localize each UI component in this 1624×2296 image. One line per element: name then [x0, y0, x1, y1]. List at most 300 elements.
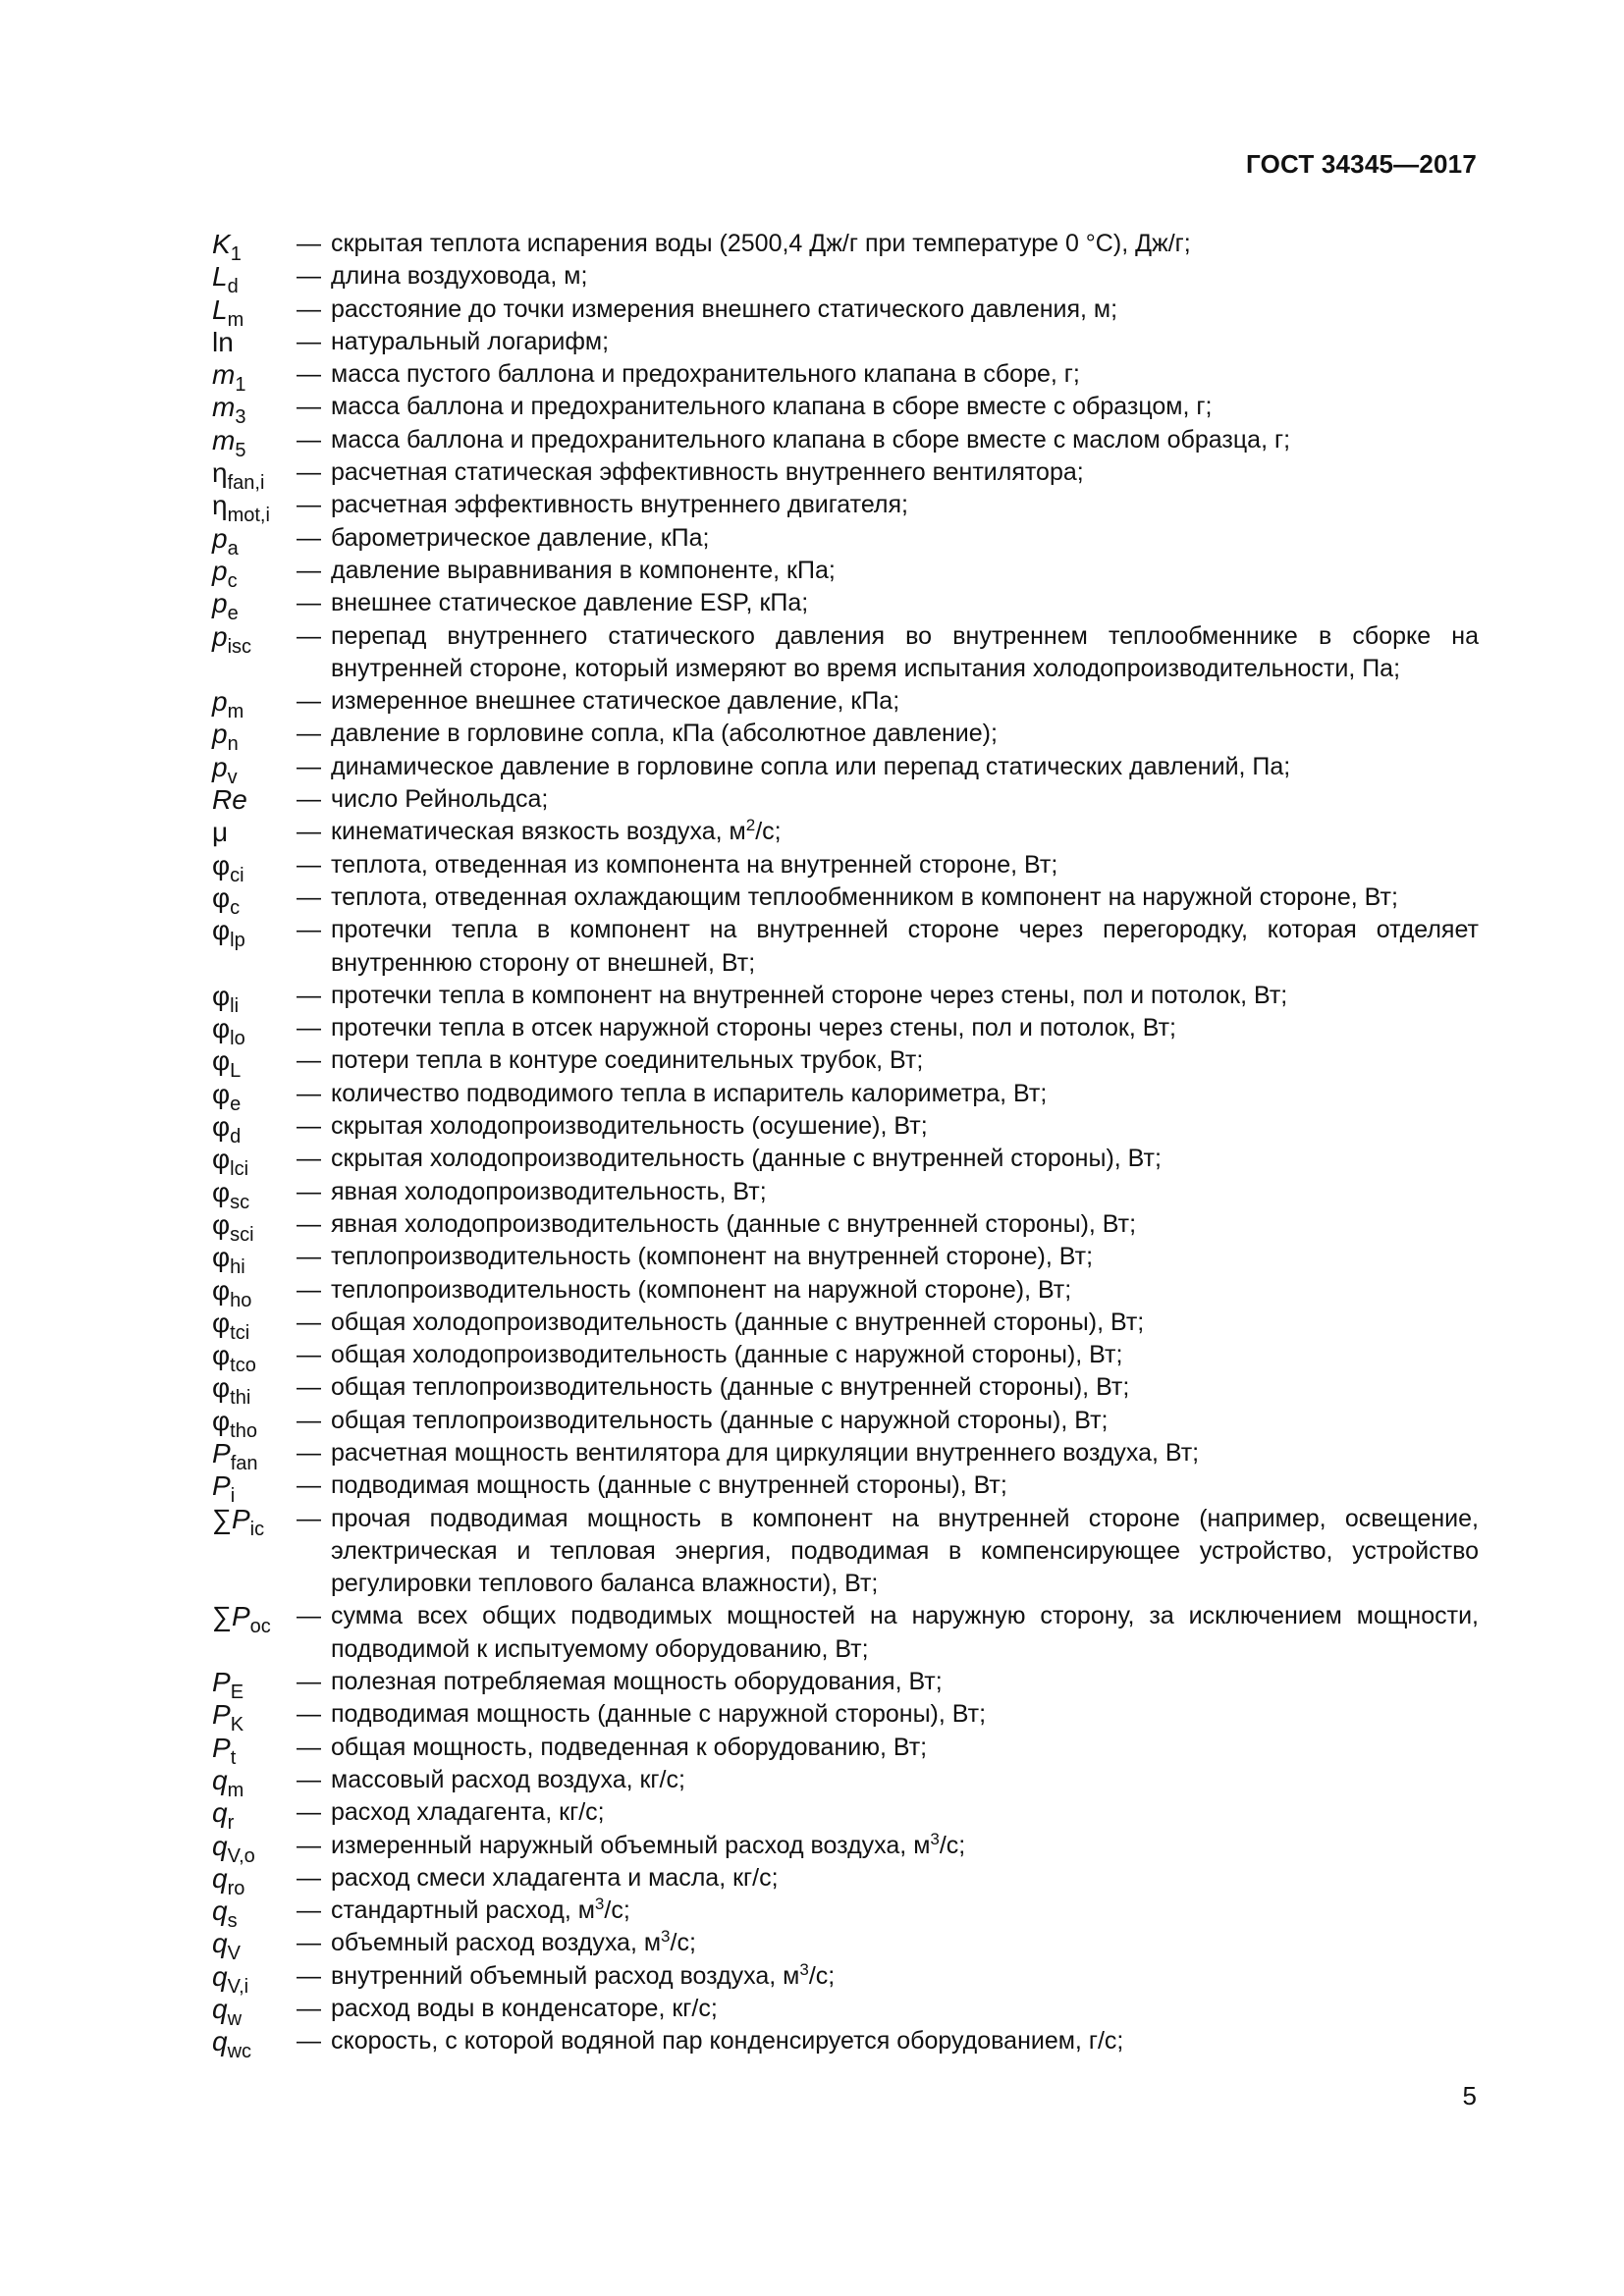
- definition-row: [212, 424, 1479, 461]
- definition-row: [212, 849, 1479, 886]
- definition-dash: —: [297, 589, 321, 617]
- definition-text-main: динамическое давление в горловине сопла или перепад статических давлений, Па;: [331, 752, 1291, 780]
- symbol: [212, 489, 297, 527]
- symbol-subscript: 3: [235, 406, 246, 429]
- definition-text: [331, 1600, 1479, 1666]
- definition-row: [212, 555, 1479, 592]
- symbol: [212, 326, 297, 358]
- definition-dash: —: [297, 425, 321, 454]
- symbol-subscript: m: [227, 1779, 244, 1801]
- definition-text-main: измеренный наружный объемный расход воздуха, м: [331, 1831, 931, 1859]
- symbol: [212, 783, 297, 816]
- definition-row: [212, 1503, 1479, 1601]
- definition-row: [212, 1600, 1479, 1666]
- symbol: [212, 718, 297, 756]
- definition-row: [212, 522, 1479, 560]
- symbol: [212, 1437, 297, 1474]
- definition-text-main: расход воды в конденсаторе, кг/с;: [331, 1995, 718, 2023]
- symbol-subscript: d: [230, 1126, 242, 1148]
- symbol-subscript: e: [230, 1093, 242, 1115]
- definition-superscript: 3: [661, 1927, 671, 1947]
- definition-text-main: расход хладагента, кг/с;: [331, 1798, 605, 1827]
- definition-text: [331, 620, 1479, 686]
- definition-row: [212, 1666, 1479, 1704]
- definition-dash: —: [297, 785, 321, 814]
- definition-superscript: 3: [594, 1895, 605, 1914]
- definition-row: [212, 391, 1479, 429]
- symbol-base: q: [212, 1797, 228, 1829]
- definition-row: [212, 1829, 1479, 1867]
- symbol: [212, 881, 297, 919]
- definition-row: [212, 1371, 1479, 1410]
- symbol: [212, 1503, 297, 1540]
- symbol: [212, 1960, 297, 1998]
- definition-row: [212, 1274, 1479, 1311]
- symbol-subscript: m: [227, 701, 244, 723]
- definition-row: [212, 1143, 1479, 1181]
- definition-row: [212, 1959, 1479, 1998]
- definition-text: [331, 1339, 1479, 1371]
- definition-dash: —: [297, 1046, 321, 1075]
- symbol-subscript: 1: [235, 374, 246, 397]
- symbol-base: P: [212, 1667, 231, 1698]
- symbol-subscript: tci: [230, 1321, 250, 1344]
- definition-dash: —: [297, 621, 321, 650]
- definition-dash: —: [297, 1145, 321, 1173]
- definition-text: [331, 881, 1479, 914]
- symbol-subscript: ic: [249, 1518, 265, 1540]
- symbol: [212, 1405, 297, 1442]
- definition-dash: —: [297, 850, 321, 879]
- symbol-base: ln: [212, 326, 234, 357]
- symbol-base: φ: [212, 1405, 231, 1436]
- definition-text-main: натуральный логарифм;: [331, 327, 610, 355]
- definition-text-main: сумма всех общих подводимых мощностей на наружную сторону, за исключением мощности, подводимой к испытуемому оборудованию, Вт;: [331, 1602, 1479, 1663]
- definition-text: [331, 849, 1479, 881]
- definition-text-main: общая теплопроизводительность (данные с внутренней стороны), Вт;: [331, 1373, 1130, 1402]
- definition-text: [331, 1371, 1479, 1404]
- definition-row: [212, 914, 1479, 980]
- definition-text-main: кинематическая вязкость воздуха, м: [331, 818, 746, 846]
- symbol: [212, 228, 297, 265]
- symbol: [212, 1371, 297, 1410]
- symbol-prefix: ∑: [212, 1503, 232, 1534]
- definition-dash: —: [297, 1275, 321, 1304]
- definition-dash: —: [297, 916, 321, 944]
- definition-text-main: стандартный расход, м: [331, 1896, 595, 1925]
- definition-text-main: явная холодопроизводительность, Вт;: [331, 1177, 767, 1205]
- definition-dash: —: [297, 1700, 321, 1729]
- definition-text-main: общая теплопроизводительность (данные с наружной стороны), Вт;: [331, 1406, 1109, 1434]
- symbol-base: η: [212, 457, 228, 489]
- symbol: [212, 391, 297, 429]
- definition-row: [212, 489, 1479, 527]
- symbol: [212, 1469, 297, 1508]
- definition-dash: —: [297, 687, 321, 716]
- symbol-base: φ: [212, 1372, 231, 1404]
- symbol: [212, 685, 297, 723]
- definition-text-main: масса баллона и предохранительного клапана в сборе вместе с образцом, г;: [331, 393, 1213, 421]
- definition-row: [212, 1307, 1479, 1344]
- symbol: [212, 1176, 297, 1213]
- symbol-subscript: c: [230, 896, 241, 919]
- definition-text-main: расчетная эффективность внутреннего двигателя;: [331, 491, 908, 519]
- definition-text: [331, 555, 1479, 587]
- symbol-base: p: [212, 588, 228, 619]
- definition-dash: —: [297, 1112, 321, 1141]
- definition-text: [331, 1044, 1479, 1077]
- symbol: [212, 1993, 297, 2031]
- symbol-base: q: [212, 1928, 228, 1959]
- symbol-base: p: [212, 719, 228, 750]
- definition-row: [212, 260, 1479, 298]
- definition-text: [331, 1437, 1479, 1469]
- symbol-subscript: lo: [230, 1028, 245, 1050]
- definition-text: [331, 1143, 1479, 1175]
- symbol-base: φ: [212, 1144, 231, 1175]
- definition-row: [212, 2025, 1479, 2063]
- symbol-subscript: a: [227, 537, 239, 560]
- symbol-subscript: d: [227, 276, 239, 298]
- symbol-base: P: [212, 1470, 231, 1502]
- definition-row: [212, 294, 1479, 331]
- symbol-base: Re: [212, 784, 247, 816]
- definition-text: [331, 1503, 1479, 1601]
- symbol: [212, 260, 297, 298]
- symbol: [212, 1044, 297, 1083]
- symbol-base: m: [212, 392, 236, 423]
- definition-text: [331, 1176, 1479, 1208]
- definition-text-main: теплота, отведенная из компонента на внутренней стороне, Вт;: [331, 850, 1058, 879]
- definition-dash: —: [297, 1733, 321, 1761]
- definition-text: [331, 1469, 1479, 1502]
- definition-dash: —: [297, 1177, 321, 1205]
- definition-text: [331, 522, 1479, 555]
- definition-dash: —: [297, 2027, 321, 2056]
- symbol-subscript: s: [227, 1910, 238, 1933]
- definition-text: [331, 751, 1479, 783]
- definition-text-main: общая мощность, подведенная к оборудованию, Вт;: [331, 1733, 928, 1761]
- definition-text-main: протечки тепла в компонент на внутренней стороне через перегородку, которая отделяет внутреннюю сторону от внешней, Вт;: [331, 916, 1479, 977]
- symbol-subscript: sc: [230, 1191, 250, 1213]
- definition-dash: —: [297, 1438, 321, 1467]
- symbol-subscript: mot,i: [227, 505, 270, 527]
- symbol-base: η: [212, 490, 228, 521]
- symbol: [212, 1764, 297, 1801]
- symbol: [212, 751, 297, 788]
- definition-text: [331, 326, 1479, 358]
- symbol-base: φ: [212, 915, 231, 946]
- definition-row: [212, 1110, 1479, 1148]
- definition-dash: —: [297, 1373, 321, 1402]
- definition-text-main: протечки тепла в отсек наружной стороны через стены, пол и потолок, Вт;: [331, 1014, 1176, 1042]
- symbol: [212, 849, 297, 886]
- definition-text-main: потери тепла в контуре соединительных трубок, Вт;: [331, 1046, 924, 1075]
- definition-text-main: длина воздуховода, м;: [331, 262, 588, 291]
- definition-row: [212, 1339, 1479, 1377]
- symbol-subscript: L: [230, 1060, 242, 1083]
- symbol-base: q: [212, 1830, 228, 1861]
- definition-dash: —: [297, 523, 321, 552]
- symbol-base: P: [212, 1699, 231, 1731]
- symbol-subscript: w: [227, 2008, 243, 2031]
- symbol: [212, 1208, 297, 1246]
- definition-text: [331, 228, 1479, 260]
- definition-row: [212, 1732, 1479, 1769]
- definition-text: [331, 1993, 1479, 2025]
- definition-text: [331, 424, 1479, 456]
- definition-text-main: теплопроизводительность (компонент на наружной стороне), Вт;: [331, 1275, 1072, 1304]
- symbol-subscript: ci: [230, 864, 244, 886]
- definition-text: [331, 1796, 1479, 1829]
- definition-row: [212, 881, 1479, 919]
- symbol-base: P: [212, 1437, 231, 1468]
- definition-text: [331, 456, 1479, 489]
- symbol: [212, 620, 297, 658]
- symbol-subscript: V,o: [227, 1844, 255, 1867]
- symbol-subscript: hi: [230, 1256, 245, 1279]
- definition-text: [331, 1012, 1479, 1044]
- definition-row: [212, 358, 1479, 397]
- definition-text-main: подводимая мощность (данные с внутренней стороны), Вт;: [331, 1471, 1007, 1500]
- symbol: [212, 1339, 297, 1377]
- definition-dash: —: [297, 1831, 321, 1859]
- symbol: [212, 816, 297, 848]
- symbol-subscript: lci: [230, 1158, 249, 1181]
- definition-superscript: 3: [799, 1959, 809, 1979]
- definition-text-tail: /с;: [939, 1831, 966, 1859]
- definition-text-main: перепад внутреннего статического давления во внутреннем теплообменнике в сборке на внутренней стороне, который измеряют во время испытания холодопроизводительности, Па;: [331, 621, 1479, 682]
- symbol-subscript: v: [227, 766, 238, 788]
- symbol-subscript: V,i: [227, 1975, 249, 1998]
- definition-dash: —: [297, 230, 321, 257]
- definition-dash: —: [297, 1209, 321, 1238]
- definition-superscript: 2: [745, 816, 756, 835]
- definition-text-main: скрытая холодопроизводительность (осушение), Вт;: [331, 1112, 928, 1141]
- symbol: [212, 1241, 297, 1279]
- definition-text-main: прочая подводимая мощность в компонент на внутренней стороне (например, освещение, электрическая и тепловая энергия, подводимая в компенсирующее устройство, устройство регулировки теплового баланса влажности), Вт;: [331, 1504, 1479, 1598]
- symbol: [212, 1666, 297, 1704]
- symbol-subscript: fan: [230, 1452, 258, 1474]
- symbol-base: φ: [212, 1340, 231, 1371]
- definition-row: [212, 1796, 1479, 1835]
- definition-row: [212, 685, 1479, 723]
- definition-dash: —: [297, 458, 321, 487]
- symbol-subscript: t: [230, 1746, 237, 1769]
- definition-dash: —: [297, 1471, 321, 1500]
- definition-dash: —: [297, 1995, 321, 2023]
- definition-text: [331, 2025, 1479, 2057]
- definitions-list: [212, 228, 1479, 2063]
- symbol-subscript: thi: [230, 1387, 251, 1410]
- symbol-base: q: [212, 1994, 228, 2025]
- symbol: [212, 1078, 297, 1115]
- definition-row: [212, 816, 1479, 848]
- symbol-base: P: [231, 1503, 250, 1534]
- definition-row: [212, 1764, 1479, 1801]
- definition-dash: —: [297, 882, 321, 911]
- symbol-base: L: [212, 294, 228, 325]
- symbol-subscript: tco: [230, 1355, 256, 1377]
- definition-text: [331, 1307, 1479, 1339]
- definition-text: [331, 718, 1479, 750]
- symbol: [212, 1012, 297, 1050]
- definition-dash: —: [297, 1961, 321, 1990]
- symbol-base: q: [212, 1862, 228, 1894]
- symbol-base: m: [212, 424, 236, 455]
- symbol-subscript: li: [230, 994, 240, 1017]
- symbol: [212, 555, 297, 592]
- symbol-base: φ: [212, 1274, 231, 1306]
- definition-dash: —: [297, 393, 321, 421]
- symbol-subscript: wc: [227, 2041, 252, 2063]
- definition-text: [331, 783, 1479, 816]
- symbol: [212, 1895, 297, 1933]
- definition-dash: —: [297, 360, 321, 389]
- symbol-base: q: [212, 2026, 228, 2057]
- definition-row: [212, 1469, 1479, 1508]
- symbol-subscript: V: [227, 1943, 241, 1965]
- definition-text: [331, 1274, 1479, 1307]
- definition-row: [212, 1078, 1479, 1115]
- symbol: [212, 1732, 297, 1769]
- definition-row: [212, 980, 1479, 1017]
- definition-row: [212, 751, 1479, 788]
- definition-text-main: протечки тепла в компонент на внутренней стороне через стены, пол и потолок, Вт;: [331, 981, 1288, 1009]
- definition-text: [331, 1241, 1479, 1273]
- definition-text-main: расстояние до точки измерения внешнего статического давления, м;: [331, 294, 1118, 323]
- definition-dash: —: [297, 556, 321, 584]
- definition-text-main: число Рейнольдса;: [331, 785, 549, 814]
- definition-dash: —: [297, 818, 321, 846]
- definition-text: [331, 1830, 1479, 1862]
- definition-text-main: скорость, с которой водяной пар конденсируется оборудованием, г/с;: [331, 2027, 1124, 2056]
- definition-text-main: теплота, отведенная охлаждающим теплообменником в компонент на наружной стороне, Вт;: [331, 882, 1398, 911]
- definition-text: [331, 1895, 1479, 1927]
- definition-dash: —: [297, 1929, 321, 1957]
- definition-dash: —: [297, 1243, 321, 1271]
- symbol: [212, 456, 297, 495]
- definition-dash: —: [297, 294, 321, 323]
- definition-dash: —: [297, 1079, 321, 1107]
- definition-text-main: масса пустого баллона и предохранительного клапана в сборе, г;: [331, 360, 1080, 389]
- symbol-base: φ: [212, 849, 231, 881]
- symbol-subscript: ho: [230, 1289, 252, 1311]
- symbol-subscript: 1: [230, 243, 242, 265]
- symbol: [212, 358, 297, 397]
- definition-dash: —: [297, 1863, 321, 1892]
- definition-text: [331, 294, 1479, 326]
- symbol-subscript: e: [227, 603, 239, 625]
- symbol-base: φ: [212, 1078, 231, 1109]
- symbol-subscript: r: [227, 1812, 235, 1835]
- definition-text-main: расход смеси хладагента и масла, кг/с;: [331, 1863, 779, 1892]
- definition-text: [331, 980, 1479, 1012]
- definition-row: [212, 1862, 1479, 1899]
- definition-dash: —: [297, 327, 321, 355]
- definition-row: [212, 1993, 1479, 2031]
- definition-text: [331, 1666, 1479, 1698]
- symbol-base: μ: [212, 817, 229, 848]
- symbol: [212, 980, 297, 1017]
- symbol-base: q: [212, 1960, 228, 1992]
- definition-text-main: расчетная мощность вентилятора для циркуляции внутреннего воздуха, Вт;: [331, 1438, 1200, 1467]
- symbol-base: P: [212, 1732, 231, 1763]
- symbol-prefix: ∑: [212, 1601, 232, 1632]
- document-header: ГОСТ 34345—2017: [1246, 149, 1477, 179]
- definition-text-main: барометрическое давление, кПа;: [331, 523, 710, 552]
- symbol: [212, 1698, 297, 1736]
- symbol: [212, 1600, 297, 1638]
- symbol-subscript: tho: [230, 1419, 257, 1442]
- symbol-base: φ: [212, 1045, 231, 1077]
- symbol-subscript: sci: [230, 1223, 254, 1246]
- definition-text-tail: /с;: [670, 1929, 696, 1957]
- definition-text-main: масса баллона и предохранительного клапана в сборе вместе с маслом образца, г;: [331, 425, 1291, 454]
- definition-superscript: 3: [930, 1829, 940, 1848]
- definition-row: [212, 228, 1479, 265]
- definition-row: [212, 1044, 1479, 1083]
- definition-text-main: внутренний объемный расход воздуха, м: [331, 1961, 800, 1990]
- symbol-base: K: [212, 229, 231, 259]
- symbol-base: q: [212, 1764, 228, 1795]
- definition-text-main: давление выравнивания в компоненте, кПа;: [331, 556, 836, 584]
- definition-text-main: полезная потребляемая мощность оборудования, Вт;: [331, 1668, 943, 1696]
- symbol-base: φ: [212, 980, 231, 1011]
- definition-dash: —: [297, 1014, 321, 1042]
- definition-dash: —: [297, 1341, 321, 1369]
- symbol-base: p: [212, 522, 228, 554]
- symbol-base: φ: [212, 1111, 231, 1143]
- definition-row: [212, 1895, 1479, 1933]
- symbol-subscript: E: [230, 1682, 244, 1704]
- definition-row: [212, 1176, 1479, 1213]
- definition-row: [212, 1698, 1479, 1736]
- definition-text-main: количество подводимого тепла в испаритель калориметра, Вт;: [331, 1079, 1048, 1107]
- definition-dash: —: [297, 1308, 321, 1336]
- definition-text: [331, 1405, 1479, 1437]
- symbol-base: φ: [212, 1176, 231, 1207]
- definition-row: [212, 1437, 1479, 1474]
- definition-text-main: скрытая теплота испарения воды (2500,4 Дж/г при температуре 0 °C), Дж/г;: [331, 230, 1191, 257]
- symbol: [212, 1143, 297, 1181]
- definition-dash: —: [297, 491, 321, 519]
- definition-row: [212, 620, 1479, 686]
- definition-text: [331, 1110, 1479, 1143]
- symbol: [212, 294, 297, 331]
- symbol-subscript: ro: [227, 1877, 245, 1899]
- symbol-base: p: [212, 751, 228, 782]
- definition-dash: —: [297, 1765, 321, 1793]
- definition-text-main: общая холодопроизводительность (данные с внутренней стороны), Вт;: [331, 1308, 1145, 1336]
- symbol-base: m: [212, 359, 236, 391]
- definition-text-tail: /с;: [604, 1896, 630, 1925]
- definition-row: [212, 783, 1479, 816]
- definition-text-main: массовый расход воздуха, кг/с;: [331, 1765, 685, 1793]
- definition-text: [331, 489, 1479, 521]
- symbol: [212, 522, 297, 560]
- symbol-subscript: m: [227, 308, 244, 331]
- symbol-base: P: [231, 1601, 250, 1632]
- definition-text: [331, 816, 1479, 848]
- definition-text: [331, 1764, 1479, 1796]
- symbol-subscript: c: [227, 569, 238, 592]
- definition-text: [331, 358, 1479, 391]
- page-number: 5: [1462, 2081, 1477, 2110]
- definition-text: [331, 260, 1479, 293]
- symbol: [212, 587, 297, 625]
- definition-row: [212, 1927, 1479, 1965]
